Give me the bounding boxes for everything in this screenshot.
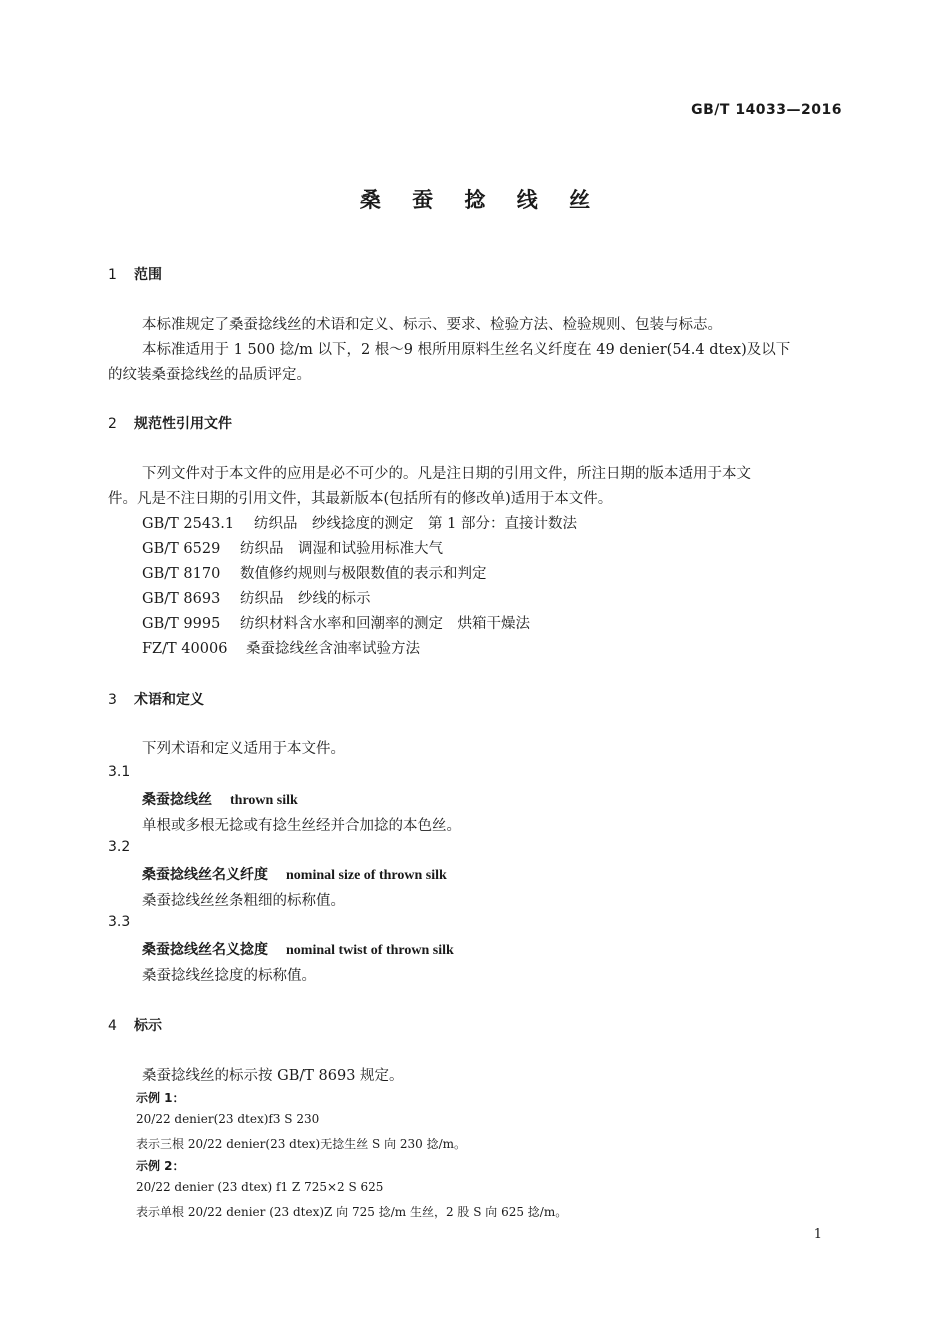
reference-code: GB/T 8693 (142, 591, 221, 607)
term-english: nominal size of thrown silk (286, 868, 447, 883)
reference-title: 桑蚕捻线丝含油率试验方法 (246, 641, 420, 657)
section-number: 3 (108, 692, 117, 708)
terms-intro: 下列术语和定义适用于本文件。 (142, 741, 345, 757)
reference-item (142, 537, 443, 558)
section-number: 2 (108, 416, 117, 432)
reference-item (142, 512, 577, 533)
term-definition: 桑蚕捻线丝丝条粗细的标称值。 (142, 893, 345, 909)
reference-code: FZ/T 40006 (142, 641, 228, 657)
section-title: 范围 (134, 267, 162, 283)
reference-title: 纺织品 纱线捻度的测定 第 1 部分：直接计数法 (254, 516, 577, 532)
section-4-heading (108, 1015, 162, 1035)
term-number: 3.1 (108, 764, 131, 780)
example-label: 示例 2： (136, 1159, 185, 1173)
term-name (142, 939, 454, 959)
term-chinese: 桑蚕捻线丝名义纤度 (142, 867, 268, 883)
scope-paragraph-2-line-2: 的纹装桑蚕捻线丝的品质评定。 (108, 367, 311, 383)
reference-item (142, 562, 487, 583)
term-definition: 单根或多根无捻或有捻生丝经并合加捻的本色丝。 (142, 818, 461, 834)
term-name (142, 789, 298, 809)
section-1-heading (108, 264, 162, 284)
term-name (142, 864, 447, 884)
term-definition: 桑蚕捻线丝捻度的标称值。 (142, 968, 316, 984)
example-code: 20/22 denier (23 dtex) f1 Z 725×2 S 625 (136, 1180, 384, 1194)
references-intro-line-1: 下列文件对于本文件的应用是必不可少的。凡是注日期的引用文件，所注日期的版本适用于本文 (142, 466, 751, 482)
document-title: 桑 蚕 捻 线 丝 (359, 188, 603, 212)
section-number: 4 (108, 1018, 117, 1034)
section-title: 标示 (134, 1018, 162, 1034)
reference-code: GB/T 6529 (142, 541, 221, 557)
example-code: 20/22 denier(23 dtex)f3 S 230 (136, 1112, 320, 1126)
term-english: nominal twist of thrown silk (286, 943, 454, 958)
example-label: 示例 1： (136, 1091, 185, 1105)
term-chinese: 桑蚕捻线丝 (142, 792, 212, 808)
reference-item (142, 637, 420, 658)
section-title: 术语和定义 (134, 692, 204, 708)
reference-title: 数值修约规则与极限数值的表示和判定 (240, 566, 487, 582)
example-explanation: 表示单根 20/22 denier (23 dtex)Z 向 725 捻/m 生丝，2 股 S 向 625 捻/m。 (136, 1205, 568, 1219)
page-number: 1 (813, 1227, 822, 1242)
reference-title: 纺织材料含水率和回潮率的测定 烘箱干燥法 (240, 616, 530, 632)
standard-number: GB/T 14033—2016 (691, 102, 842, 118)
reference-code: GB/T 2543.1 (142, 516, 235, 532)
term-number: 3.2 (108, 839, 131, 855)
reference-item (142, 587, 371, 608)
reference-code: GB/T 8170 (142, 566, 221, 582)
reference-code: GB/T 9995 (142, 616, 221, 632)
references-intro-line-2: 件。凡是不注日期的引用文件，其最新版本(包括所有的修改单)适用于本文件。 (108, 491, 613, 507)
section-number: 1 (108, 267, 117, 283)
term-number: 3.3 (108, 914, 131, 930)
scope-paragraph-1: 本标准规定了桑蚕捻线丝的术语和定义、标示、要求、检验方法、检验规则、包装与标志。 (142, 317, 722, 333)
example-explanation: 表示三根 20/22 denier(23 dtex)无捻生丝 S 向 230 捻/m。 (136, 1137, 467, 1151)
reference-title: 纺织品 纱线的标示 (240, 591, 371, 607)
section-2-heading (108, 413, 232, 433)
section-3-heading (108, 689, 204, 709)
term-english: thrown silk (230, 793, 298, 808)
scope-paragraph-2-line-1: 本标准适用于 1 500 捻/m 以下，2 根～9 根所用原料生丝名义纤度在 49 denier(54.4 dtex)及以下 (142, 342, 791, 358)
reference-item (142, 612, 530, 633)
term-chinese: 桑蚕捻线丝名义捻度 (142, 942, 268, 958)
marking-intro: 桑蚕捻线丝的标示按 GB/T 8693 规定。 (142, 1068, 404, 1084)
section-title: 规范性引用文件 (134, 416, 232, 432)
reference-title: 纺织品 调湿和试验用标准大气 (240, 541, 443, 557)
